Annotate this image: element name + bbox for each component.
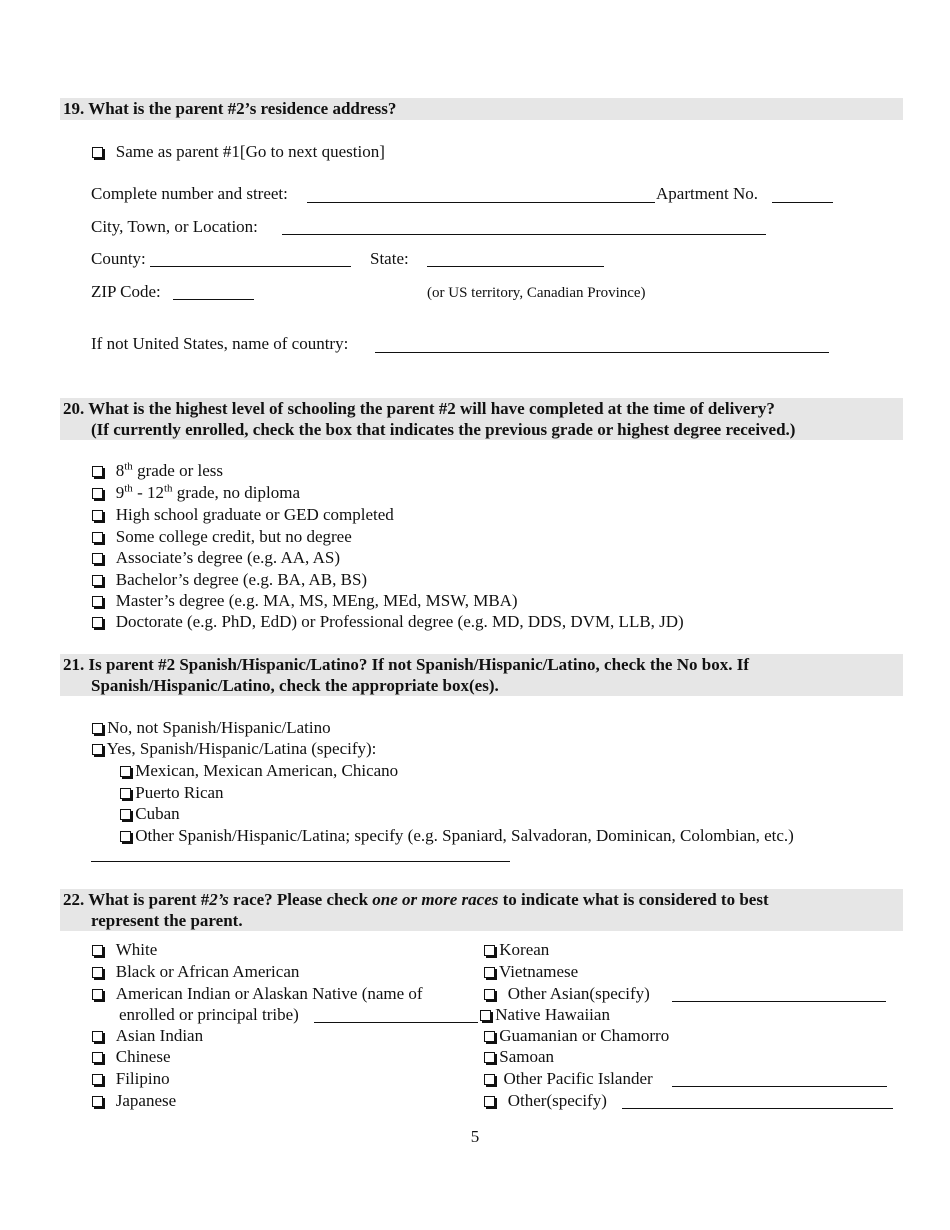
- superscript: th: [124, 482, 133, 495]
- checkbox[interactable]: [120, 831, 131, 842]
- option-text: 8: [115, 461, 125, 480]
- option-text: High school graduate or GED completed: [115, 505, 394, 524]
- country-label: If not United States, name of country:: [91, 334, 349, 353]
- race-white[interactable]: [92, 940, 157, 960]
- checkbox[interactable]: [92, 1031, 103, 1042]
- q20-option[interactable]: [92, 527, 352, 547]
- apartment-field[interactable]: [772, 202, 833, 203]
- other-race-field[interactable]: [622, 1108, 893, 1109]
- checkbox[interactable]: [92, 1096, 103, 1107]
- checkbox[interactable]: [92, 723, 103, 734]
- option-text: - 12: [137, 483, 164, 502]
- race-other-pacific[interactable]: [484, 1069, 653, 1089]
- heading-text: 2’s: [209, 890, 229, 909]
- option-text: Japanese: [115, 1091, 177, 1110]
- option-text: Other Pacific Islander: [503, 1069, 653, 1088]
- q22-heading-line2: represent the parent.: [91, 911, 243, 930]
- q21-heading: [60, 654, 903, 696]
- street-label: Complete number and street:: [91, 184, 288, 203]
- checkbox[interactable]: [120, 788, 131, 799]
- option-text: grade or less: [137, 461, 223, 480]
- option-text: Guamanian or Chamorro: [499, 1026, 670, 1045]
- q20-option[interactable]: [92, 612, 684, 632]
- q20-heading-line2: (If currently enrolled, check the box that indicates the previous grade or highest degree received.): [91, 420, 796, 439]
- checkbox[interactable]: [92, 596, 103, 607]
- option-text: Black or African American: [115, 962, 300, 981]
- country-field[interactable]: [375, 352, 829, 353]
- checkbox[interactable]: [484, 1074, 495, 1085]
- checkbox[interactable]: [92, 1052, 103, 1063]
- race-american-indian[interactable]: [92, 984, 423, 1004]
- race-native-hawaiian[interactable]: [480, 1005, 610, 1025]
- checkbox[interactable]: [484, 1052, 495, 1063]
- q20-option[interactable]: [92, 548, 340, 568]
- option-text: Doctorate (e.g. PhD, EdD) or Professional degree (e.g. MD, DDS, DVM, LLB, JD): [115, 612, 684, 631]
- city-field[interactable]: [282, 234, 766, 235]
- q21-no-option[interactable]: [92, 718, 331, 738]
- q20-option[interactable]: [92, 570, 367, 590]
- q20-heading-line1: 20. What is the highest level of schooling the parent #2 will have completed at the time of delivery?: [63, 399, 775, 418]
- race-asian-indian[interactable]: [92, 1026, 203, 1046]
- apartment-label: Apartment No.: [656, 184, 758, 203]
- checkbox[interactable]: [92, 510, 103, 521]
- page-number: 5: [470, 1127, 480, 1146]
- option-text: Master’s degree (e.g. MA, MS, MEng, MEd, MSW, MBA): [115, 591, 518, 610]
- race-guamanian[interactable]: [484, 1026, 669, 1046]
- option-text: Associate’s degree (e.g. AA, AS): [115, 548, 341, 567]
- q19-heading: [60, 98, 903, 120]
- q21-yes-option[interactable]: [92, 739, 376, 759]
- zip-label: ZIP Code:: [91, 282, 161, 301]
- q21-heading-line2: Spanish/Hispanic/Latino, check the appropriate box(es).: [91, 676, 499, 695]
- option-text: American Indian or Alaskan Native (name of: [115, 984, 423, 1003]
- q21-specify-field[interactable]: [91, 861, 510, 862]
- q21-sub-option[interactable]: [120, 804, 180, 824]
- checkbox[interactable]: [92, 147, 103, 158]
- checkbox[interactable]: [484, 989, 495, 1000]
- checkbox[interactable]: [92, 553, 103, 564]
- state-field[interactable]: [427, 266, 604, 267]
- option-text: Other Asian(specify): [507, 984, 650, 1003]
- checkbox[interactable]: [92, 744, 103, 755]
- race-other[interactable]: [484, 1091, 607, 1111]
- option-text: Yes, Spanish/Hispanic/Latina (specify):: [106, 739, 377, 758]
- street-field[interactable]: [307, 202, 655, 203]
- race-samoan[interactable]: [484, 1047, 554, 1067]
- option-text: Cuban: [135, 804, 180, 823]
- checkbox[interactable]: [92, 945, 103, 956]
- q22-heading-line1: [63, 889, 903, 910]
- q20-option[interactable]: [92, 505, 394, 525]
- race-chinese[interactable]: [92, 1047, 171, 1067]
- checkbox[interactable]: [480, 1010, 491, 1021]
- superscript: th: [163, 482, 173, 495]
- q20-option[interactable]: [92, 591, 518, 611]
- option-text: Puerto Rican: [135, 783, 224, 802]
- option-text: Other(specify): [507, 1091, 607, 1110]
- q21-sub-option[interactable]: [120, 783, 224, 803]
- option-text: 9: [115, 483, 125, 502]
- option-text: Bachelor’s degree (e.g. BA, AB, BS): [115, 570, 368, 589]
- option-text: grade, no diploma: [176, 483, 301, 502]
- county-label: County:: [91, 249, 146, 268]
- city-label: City, Town, or Location:: [91, 217, 258, 236]
- option-text: Filipino: [115, 1069, 170, 1088]
- option-text: Native Hawaiian: [495, 1005, 610, 1024]
- option-text: Other Spanish/Hispanic/Latina; specify (e.g. Spaniard, Salvadoran, Dominican, Colombian, etc.): [135, 826, 794, 845]
- checkbox[interactable]: [92, 532, 103, 543]
- checkbox[interactable]: [92, 488, 103, 499]
- option-text: Asian Indian: [115, 1026, 204, 1045]
- option-text: No, not Spanish/Hispanic/Latino: [107, 718, 331, 737]
- option-text: Vietnamese: [498, 962, 579, 981]
- checkbox[interactable]: [92, 617, 103, 628]
- checkbox[interactable]: [92, 575, 103, 586]
- q21-sub-option[interactable]: [120, 761, 398, 781]
- option-text: Some college credit, but no degree: [115, 527, 352, 546]
- superscript: th: [124, 460, 133, 473]
- checkbox[interactable]: [484, 945, 495, 956]
- q21-heading-line1: 21. Is parent #2 Spanish/Hispanic/Latino? If not Spanish/Hispanic/Latino, check the No box. If: [63, 655, 749, 674]
- county-field[interactable]: [150, 266, 351, 267]
- q19-same-as-label: Same as parent #1[Go to next question]: [115, 142, 385, 161]
- option-text: Korean: [499, 940, 550, 959]
- other-asian-field[interactable]: [672, 1001, 886, 1002]
- other-pacific-field[interactable]: [672, 1086, 887, 1087]
- checkbox[interactable]: [92, 466, 103, 477]
- checkbox[interactable]: [484, 1096, 495, 1107]
- heading-text: one or more races: [372, 890, 499, 909]
- race-korean[interactable]: [484, 940, 549, 960]
- option-text: Samoan: [499, 1047, 555, 1066]
- q20-option-9-12[interactable]: [92, 483, 300, 503]
- checkbox[interactable]: [92, 989, 103, 1000]
- race-filipino[interactable]: [92, 1069, 170, 1089]
- tribe-field[interactable]: [314, 1022, 478, 1023]
- territory-note: (or US territory, Canadian Province): [427, 285, 646, 301]
- race-vietnamese[interactable]: [484, 962, 578, 982]
- option-text: Chinese: [115, 1047, 171, 1066]
- checkbox[interactable]: [120, 809, 131, 820]
- heading-text: race? Please check: [228, 890, 373, 909]
- race-other-asian[interactable]: [484, 984, 650, 1004]
- heading-text: 22. What is parent #: [63, 890, 210, 909]
- checkbox[interactable]: [120, 766, 131, 777]
- q22-heading: [60, 889, 903, 931]
- race-american-indian-line2: enrolled or principal tribe): [119, 1005, 299, 1024]
- q19-heading-text: 19. What is the parent #2’s residence address?: [63, 99, 397, 118]
- option-text: Mexican, Mexican American, Chicano: [135, 761, 399, 780]
- heading-text: to indicate what is considered to best: [498, 890, 769, 909]
- race-japanese[interactable]: [92, 1091, 176, 1111]
- q20-option-8th[interactable]: [92, 461, 223, 481]
- q19-same-as-option[interactable]: [92, 142, 385, 162]
- q20-heading: [60, 398, 903, 440]
- race-black[interactable]: [92, 962, 299, 982]
- checkbox[interactable]: [92, 967, 103, 978]
- zip-field[interactable]: [173, 299, 254, 300]
- checkbox[interactable]: [92, 1074, 103, 1085]
- q21-sub-option[interactable]: [120, 826, 794, 846]
- state-label: State:: [370, 249, 409, 268]
- option-text: White: [115, 940, 158, 959]
- checkbox[interactable]: [484, 967, 495, 978]
- checkbox[interactable]: [484, 1031, 495, 1042]
